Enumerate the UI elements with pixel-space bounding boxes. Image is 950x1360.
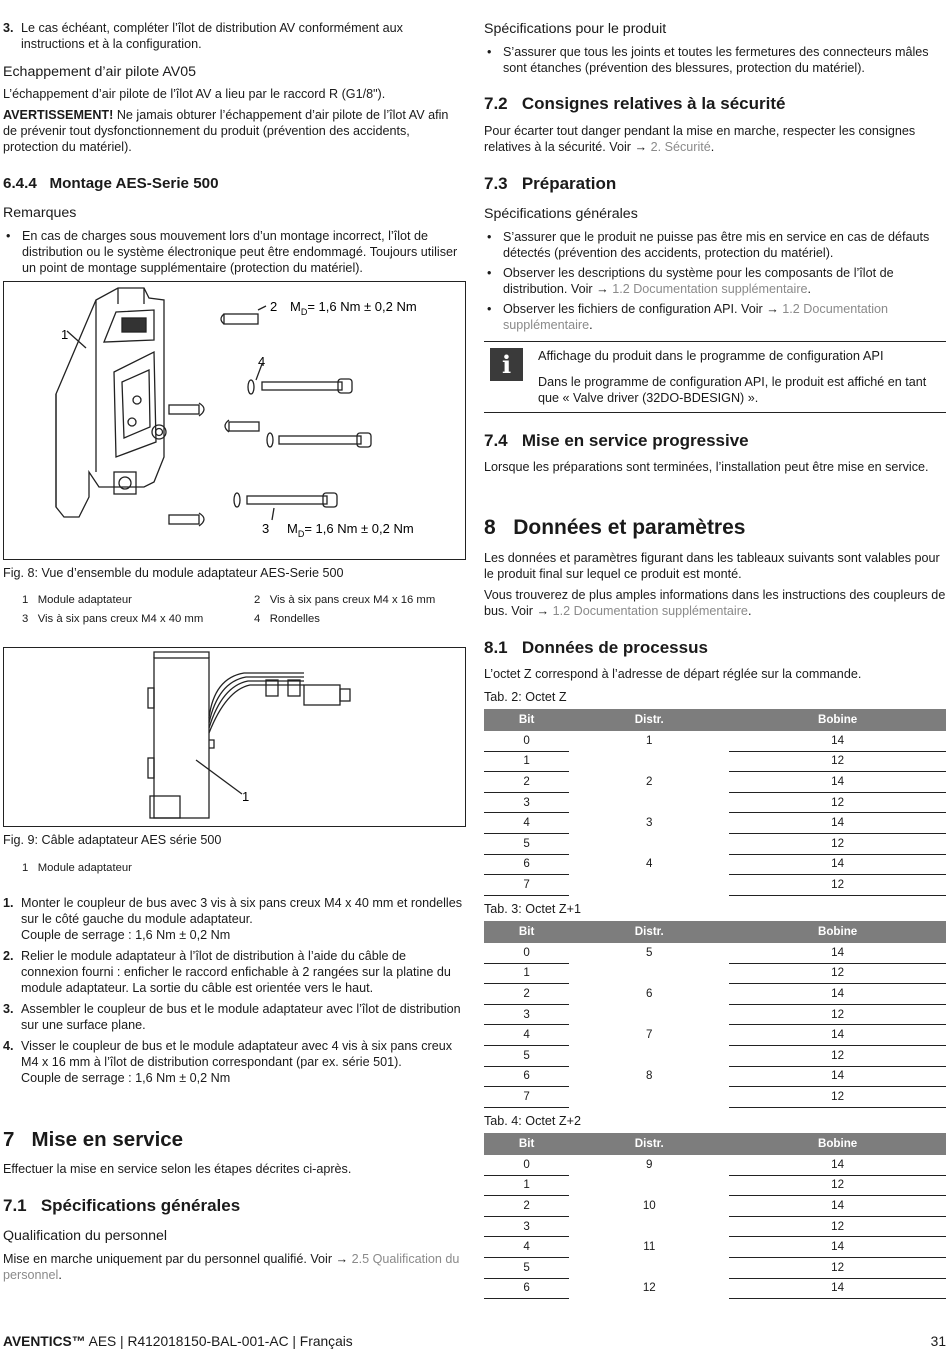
figure-9-caption: Fig. 9: Câble adaptateur AES série 500 xyxy=(3,833,222,847)
column-header: Bobine xyxy=(729,1133,946,1155)
table-row xyxy=(484,943,946,963)
callout-4: 4 xyxy=(258,354,266,369)
table-cell: 14 xyxy=(729,1196,946,1217)
table-row xyxy=(484,984,946,1005)
table-cell xyxy=(569,1257,729,1278)
table-cell: 9 xyxy=(646,1158,653,1172)
table-cell: 2 xyxy=(484,1196,569,1217)
table-cell: 12 xyxy=(729,1087,946,1108)
note-text: Dans le programme de configuration API, le produit est affiché en tant que « Valve driver (32DO-BDESIGN) ». xyxy=(538,375,927,405)
list-item: • S’assurer que tous les joints et toutes les fermetures des connecteurs mâles sont étanches (prévention des blessures, protection du matériel). xyxy=(484,44,946,76)
av05-text: L’échappement d’air pilote de l’îlot AV a lieu par le raccord R (G1/8"). xyxy=(3,87,386,101)
step-item: 4. Visser le coupleur de bus et le module adaptateur avec 4 vis à six pans creux M4 x 16 mm à l’îlot de distribution correspondant (par ex. série 501). Couple de serrage : 1,6 Nm ± 0,2 Nm xyxy=(3,1039,452,1085)
table-cell: 7 xyxy=(646,1028,653,1042)
step-item: 1. Monter le coupleur de bus avec 3 vis à six pans creux M4 x 40 mm et rondelles sur le côté gauche du module adaptateur. Couple de serrage : 1,6 Nm ± 0,2 Nm xyxy=(3,896,462,942)
column-header: Distr. xyxy=(569,709,729,731)
av05-heading: Echappement d’air pilote AV05 xyxy=(3,64,196,80)
table-cell xyxy=(569,875,729,896)
table-row xyxy=(484,1087,946,1108)
documentation-link[interactable]: 1.2 Documentation supplémentaire xyxy=(608,282,808,296)
document-reference: AES | R412018150-BAL-001-AC | Français xyxy=(85,1334,353,1349)
table-cell: 1 xyxy=(646,734,653,748)
table-cell: 3 xyxy=(646,816,653,830)
table-row xyxy=(484,854,946,875)
list-item: • S’assurer que le produit ne puisse pas être mis en service en cas de défauts détectés (prévention des accidents, protection du matériel). xyxy=(484,229,946,261)
table-cell: 6 xyxy=(484,1278,569,1299)
table-cell: 14 xyxy=(729,813,946,834)
documentation-link[interactable]: 1.2 Documentation supplémentaire xyxy=(549,604,748,618)
assembly-steps xyxy=(3,895,465,1091)
step-number: 3. xyxy=(3,21,14,35)
table-cell: 14 xyxy=(729,984,946,1005)
column-header: Bit xyxy=(484,921,569,943)
step-3-list xyxy=(3,20,465,57)
page-footer xyxy=(3,1334,946,1350)
table-cell: 6 xyxy=(484,1066,569,1087)
warning-text: Ne jamais obturer l’échappement d’air pilote de l’îlot AV afin de prévenir tout dysfonctionnement du produit (prévention des accidents, protection du matériel). xyxy=(3,108,449,154)
table-cell xyxy=(569,1175,729,1196)
qualification-heading: Qualification du personnel xyxy=(3,1228,168,1244)
remarques-heading: Remarques xyxy=(3,205,77,221)
table-cell: 14 xyxy=(729,854,946,875)
note-title: Affichage du produit dans le programme de configuration API xyxy=(538,348,884,363)
qualification-link[interactable]: 2.5 Qualification du personnel xyxy=(3,1252,460,1282)
step-item: 3. Assembler le coupleur de bus et le module adaptateur avec l’îlot de distribution sur une surface plane. xyxy=(3,1002,461,1032)
figure-9 xyxy=(3,647,466,827)
product-spec-list xyxy=(484,44,946,76)
table-octet-z1 xyxy=(484,921,946,1108)
torque-label-top: $M_D= 1,6$ Nm ± 0,2 Nm xyxy=(290,299,417,317)
legend-item: 3 Vis à six pans creux M4 x 40 mm xyxy=(22,613,204,625)
table-row xyxy=(484,1175,946,1196)
step-text: Le cas échéant, compléter l’îlot de distribution AV conformément aux instructions et à la configuration. xyxy=(21,21,403,51)
table-row xyxy=(484,731,946,751)
info-icon: i xyxy=(490,348,523,381)
table-cell: 12 xyxy=(729,1175,946,1196)
table-cell: 12 xyxy=(729,792,946,813)
table-cell: 5 xyxy=(646,946,653,960)
table-row xyxy=(484,751,946,772)
table-cell: 1 xyxy=(484,1175,569,1196)
table-cell: 3 xyxy=(484,792,569,813)
section-7-1-heading: 7.1 Spécifications générales xyxy=(3,1196,241,1215)
table-row xyxy=(484,792,946,813)
list-item: • Observer les descriptions du système pour les composants de l’îlot de distribution. Voir → 1.2 Documentation supplémentaire. xyxy=(484,265,946,297)
table-cell: 11 xyxy=(643,1240,656,1254)
table-cell: 5 xyxy=(484,1045,569,1066)
legend-item: 1 Module adaptateur xyxy=(22,862,132,874)
table-cell: 12 xyxy=(729,1257,946,1278)
table-row xyxy=(484,1216,946,1237)
section-6-4-4-heading xyxy=(3,176,219,192)
page-number: 31 xyxy=(930,1334,946,1349)
table-cell: 10 xyxy=(642,1198,656,1212)
table-row xyxy=(484,813,946,834)
table-cell: 7 xyxy=(484,1087,569,1108)
column-header: Bit xyxy=(484,1133,569,1155)
table-cell xyxy=(569,1004,729,1025)
list-item: • En cas de charges sous mouvement lors d’un montage incorrect, l’îlot de distribution ou le système électronique peut être endommagé. Toujours utiliser un point de montage supplémentaire (protection du matériel). xyxy=(3,228,465,276)
table-cell: 0 xyxy=(484,731,569,751)
adapter-module-exploded-drawing xyxy=(4,282,465,559)
table-cell: 14 xyxy=(729,1237,946,1258)
table-cell: 3 xyxy=(484,1216,569,1237)
table-cell: 14 xyxy=(729,772,946,793)
table-row xyxy=(484,963,946,984)
table-cell: 14 xyxy=(729,1066,946,1087)
step-item xyxy=(3,20,465,52)
section-8-heading: 8 Données et paramètres xyxy=(484,516,746,539)
section-7-4-text: Lorsque les préparations sont terminées, l’installation peut être mise en service. xyxy=(484,460,929,474)
table-cell: 14 xyxy=(729,943,946,963)
table-cell: 6 xyxy=(484,854,569,875)
table-cell: 1 xyxy=(484,751,569,772)
table-row xyxy=(484,772,946,793)
section-number: 6.4.4 xyxy=(3,175,37,192)
table-row xyxy=(484,1257,946,1278)
table-cell xyxy=(569,792,729,813)
table-cell xyxy=(569,833,729,854)
table-cell xyxy=(569,751,729,772)
table-cell: 0 xyxy=(484,943,569,963)
table-cell xyxy=(569,963,729,984)
list-item: • Observer les fichiers de configuration API. Voir → 1.2 Documentation supplémentaire. xyxy=(484,301,946,333)
callout-2: 2 xyxy=(270,299,278,314)
section-7-2-heading: 7.2 Consignes relatives à la sécurité xyxy=(484,94,786,113)
table-cell: 5 xyxy=(484,1257,569,1278)
section-7-heading: 7 Mise en service xyxy=(3,1128,184,1151)
table-cell: 12 xyxy=(642,1281,656,1295)
table-octet-z2 xyxy=(484,1133,946,1299)
table-cell: 14 xyxy=(729,1155,946,1175)
table-cell: 14 xyxy=(729,731,946,751)
table-cell xyxy=(569,1216,729,1237)
product-spec-heading: Spécifications pour le produit xyxy=(484,21,667,37)
adapter-cable-drawing xyxy=(4,648,465,826)
table-cell: 2 xyxy=(646,774,653,788)
table-cell: 12 xyxy=(729,875,946,896)
column-header: Distr. xyxy=(569,921,729,943)
table-4-caption: Tab. 4: Octet Z+2 xyxy=(484,1114,581,1128)
table-cell: 4 xyxy=(484,813,569,834)
table-cell xyxy=(569,1045,729,1066)
table-cell: 12 xyxy=(729,833,946,854)
table-cell: 4 xyxy=(646,857,653,871)
section-7-2-text: Pour écarter tout danger pendant la mise en marche, respecter les consignes relatives à la sécurité. Voir → 2. Sécurité. xyxy=(484,124,916,154)
table-cell: 4 xyxy=(484,1025,569,1046)
section-8-text: Les données et paramètres figurant dans les tableaux suivants sont valables pour le produit final sur lequel ce produit est monté. xyxy=(484,551,940,581)
column-header: Bobine xyxy=(729,921,946,943)
table-cell: 12 xyxy=(729,751,946,772)
qualification-text: Mise en marche uniquement par du personnel qualifié. Voir → 2.5 Qualification du personnel. xyxy=(3,1252,460,1282)
table-row xyxy=(484,1025,946,1046)
table-cell: 2 xyxy=(484,984,569,1005)
column-header: Bobine xyxy=(729,709,946,731)
section-8-1-text: L’octet Z correspond à l’adresse de départ réglée sur la commande. xyxy=(484,667,862,681)
table-cell: 12 xyxy=(729,1216,946,1237)
step-item: 2. Relier le module adaptateur à l’îlot de distribution à l’aide du câble de connexion fourni : enficher le raccord enfichable à 2 rangées sur la platine du module adaptateur. La sortie du câble est orientée vers le haut. xyxy=(3,949,451,995)
general-spec-list xyxy=(484,229,946,333)
table-cell xyxy=(569,1087,729,1108)
table-cell: 7 xyxy=(484,875,569,896)
table-octet-z xyxy=(484,709,946,896)
table-row xyxy=(484,1196,946,1217)
general-spec-heading: Spécifications générales xyxy=(484,206,638,222)
info-note xyxy=(484,341,946,413)
section-7-4-heading: 7.4 Mise en service progressive xyxy=(484,431,749,450)
table-3-caption: Tab. 3: Octet Z+1 xyxy=(484,902,581,916)
legend-item: 2 Vis à six pans creux M4 x 16 mm xyxy=(254,594,436,606)
table-cell: 14 xyxy=(729,1278,946,1299)
brand-name: AVENTICS™ xyxy=(3,1334,86,1349)
table-cell: 5 xyxy=(484,833,569,854)
table-cell: 12 xyxy=(729,1045,946,1066)
callout-3: 3 xyxy=(262,521,270,536)
legend-item: 4 Rondelles xyxy=(254,613,320,625)
section-7-text: Effectuer la mise en service selon les étapes décrites ci-après. xyxy=(3,1162,352,1176)
table-row xyxy=(484,1155,946,1175)
figure-8 xyxy=(3,281,466,560)
section-8-text-2: Vous trouverez de plus amples informations dans les instructions des coupleurs de bus. Voir → 1.2 Documentation supplémentaire. xyxy=(484,588,946,618)
remarques-list xyxy=(3,228,465,276)
torque-label-bottom: $M_D= 1,6$ Nm ± 0,2 Nm xyxy=(287,521,414,539)
column-header: Bit xyxy=(484,709,569,731)
table-cell: 6 xyxy=(646,986,653,1000)
security-link[interactable]: 2. Sécurité xyxy=(647,140,711,154)
table-cell: 12 xyxy=(729,963,946,984)
documentation-link[interactable]: 1.2 Documentation supplémentaire xyxy=(503,302,889,332)
figure-9-legend xyxy=(22,860,132,876)
section-title: Montage AES-Serie 500 xyxy=(49,175,219,192)
table-cell: 12 xyxy=(729,1004,946,1025)
table-row xyxy=(484,1066,946,1087)
table-row xyxy=(484,1045,946,1066)
table-cell: 3 xyxy=(484,1004,569,1025)
table-row xyxy=(484,1237,946,1258)
table-row xyxy=(484,875,946,896)
callout-1: 1 xyxy=(61,327,69,342)
table-cell: 2 xyxy=(484,772,569,793)
av05-warning xyxy=(3,107,465,155)
table-cell: 14 xyxy=(729,1025,946,1046)
table-row xyxy=(484,1004,946,1025)
section-8-1-heading: 8.1 Données de processus xyxy=(484,638,708,657)
column-header: Distr. xyxy=(569,1133,729,1155)
section-7-3-heading: 7.3 Préparation xyxy=(484,174,617,193)
table-cell: 4 xyxy=(484,1237,569,1258)
warning-label: AVERTISSEMENT! xyxy=(3,108,114,122)
legend-item: 1 Module adaptateur xyxy=(22,594,132,606)
table-cell: 1 xyxy=(484,963,569,984)
table-row xyxy=(484,1278,946,1299)
table-2-caption: Tab. 2: Octet Z xyxy=(484,690,567,704)
figure-8-caption: Fig. 8: Vue d’ensemble du module adaptateur AES-Serie 500 xyxy=(3,566,344,580)
table-cell: 0 xyxy=(484,1155,569,1175)
callout-1: 1 xyxy=(242,789,250,804)
table-cell: 8 xyxy=(646,1069,653,1083)
table-row xyxy=(484,833,946,854)
